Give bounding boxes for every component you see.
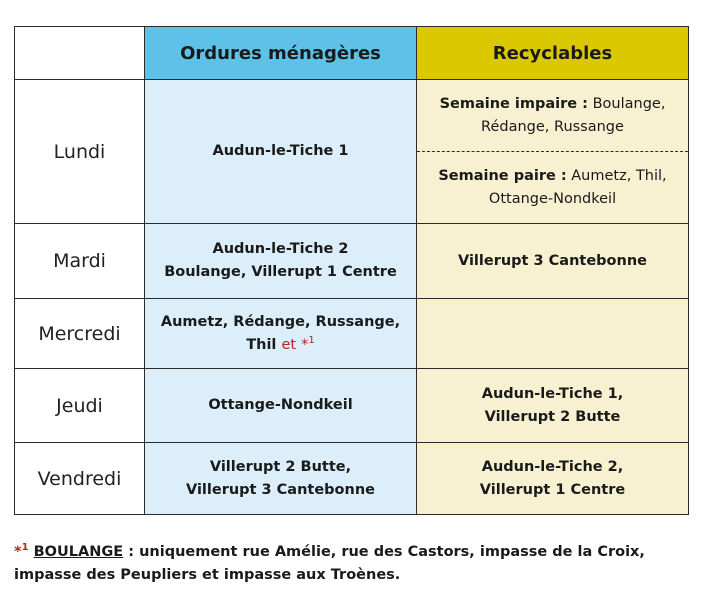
day-label: Mardi	[15, 224, 145, 299]
et-connector: et	[281, 336, 297, 353]
header-recyclables: Recyclables	[417, 27, 689, 80]
recyclables-cell-empty	[417, 299, 689, 369]
footnote-number: 1	[308, 334, 315, 346]
ordures-line: Villerupt 3 Cantebonne	[185, 481, 376, 498]
day-label: Mercredi	[15, 299, 145, 369]
ordures-town: Thil	[246, 336, 277, 353]
ordures-line: Audun-le-Tiche 1	[212, 143, 349, 159]
odd-week-towns-1: Boulange,	[587, 95, 666, 112]
footnote-text: : uniquement rue Amélie, rue des Castors, impasse de la Croix,	[123, 544, 645, 560]
row-jeudi	[15, 369, 689, 443]
ordures-cell	[145, 299, 417, 369]
recyclables-cell	[417, 443, 689, 515]
ordures-line: Villerupt 2 Butte,	[209, 458, 352, 475]
day-label: Vendredi	[15, 443, 145, 515]
ordures-line: Audun-le-Tiche 2	[212, 241, 349, 257]
footnote-line2: impasse des Peupliers et impasse aux Troènes.	[14, 567, 401, 583]
day-label: Lundi	[15, 80, 145, 224]
ordures-line: Boulange, Villerupt 1 Centre	[164, 264, 397, 280]
recyclables-line: Audun-le-Tiche 2,	[481, 458, 624, 475]
recyclables-line: Villerupt 3 Cantebonne	[457, 252, 648, 269]
row-lundi	[15, 80, 689, 224]
row-mercredi	[15, 299, 689, 369]
even-week-towns-2: Ottange-Nondkeil	[488, 190, 617, 207]
day-label: Jeudi	[15, 369, 145, 443]
odd-week-label: Semaine impaire :	[439, 95, 588, 112]
footnote-marker	[301, 334, 315, 353]
row-mardi	[15, 224, 689, 299]
ordures-cell	[145, 80, 417, 224]
corner-cell	[15, 27, 145, 80]
row-vendredi	[15, 443, 689, 515]
recyclables-cell	[417, 369, 689, 443]
ordures-line: Aumetz, Rédange, Russange,	[160, 313, 401, 330]
footnote-asterisk: *	[14, 544, 22, 560]
footnote-line1	[14, 541, 704, 564]
recyclables-odd-week	[417, 80, 688, 152]
ordures-line	[145, 334, 416, 357]
recyclables-even-week	[417, 152, 688, 223]
header-row	[15, 27, 689, 80]
ordures-cell	[145, 224, 417, 299]
header-ordures-menageres: Ordures ménagères	[145, 27, 417, 80]
footnote	[14, 541, 704, 587]
recyclables-line: Audun-le-Tiche 1,	[481, 385, 624, 402]
footnote-town: BOULANGE	[33, 544, 124, 560]
recyclables-cell	[417, 224, 689, 299]
footnote-number: 1	[21, 542, 29, 554]
recyclables-line: Villerupt 1 Centre	[479, 481, 626, 498]
even-week-label: Semaine paire :	[438, 167, 567, 184]
recyclables-line: Villerupt 2 Butte	[484, 408, 621, 425]
ordures-cell	[145, 369, 417, 443]
ordures-cell	[145, 443, 417, 515]
ordures-line: Ottange-Nondkeil	[208, 397, 353, 413]
even-week-line1	[438, 165, 666, 188]
odd-week-line1	[440, 93, 666, 116]
odd-week-towns-2: Rédange, Russange	[481, 118, 624, 135]
footnote-marker	[14, 544, 29, 560]
even-week-towns-1: Aumetz, Thil,	[566, 167, 667, 184]
recyclables-cell-split	[417, 80, 689, 224]
footnote-asterisk: *	[301, 336, 309, 353]
collection-schedule-table	[14, 26, 689, 515]
